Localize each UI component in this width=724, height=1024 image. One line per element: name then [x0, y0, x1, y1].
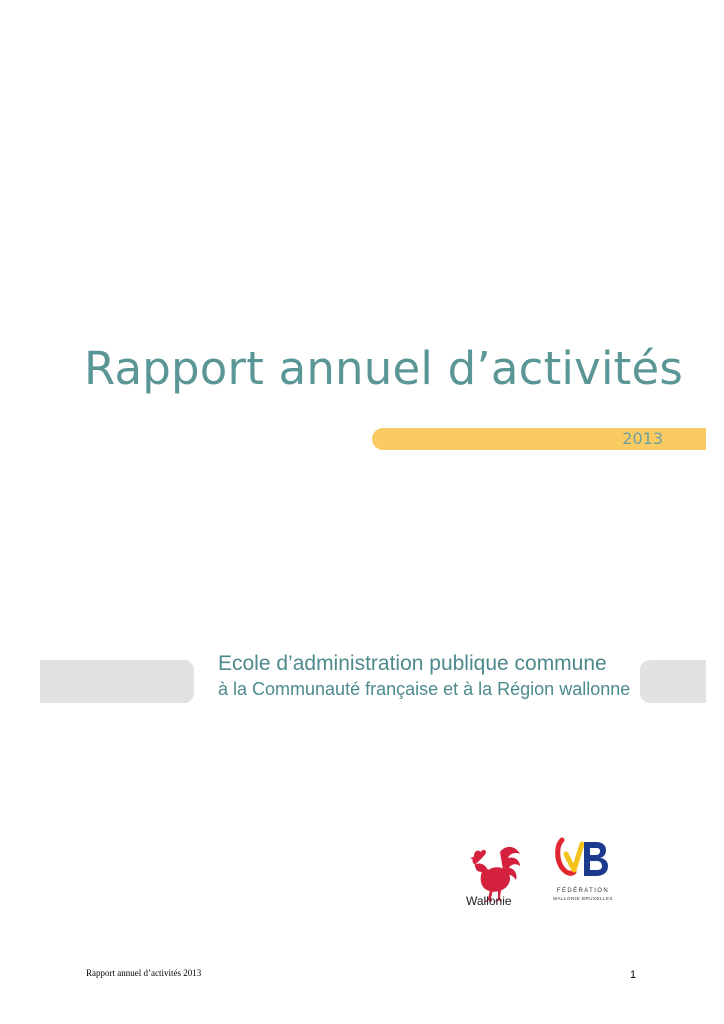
school-name-line2: à la Communauté française et à la Région wallonne — [218, 679, 631, 699]
page-number: 1 — [630, 969, 637, 981]
year-band — [372, 428, 706, 450]
year-label: 2013 — [622, 429, 663, 448]
fwb-logo-line2: WALLONIE-BRUXELLES — [552, 896, 614, 901]
document-title: Rapport annuel d’activités — [84, 342, 684, 395]
banner-left-bar — [40, 660, 188, 703]
school-name-line1: Ecole d’administration publique commune — [218, 652, 607, 675]
fwb-logo-line1: FÉDÉRATION — [556, 888, 610, 894]
footer-text: Rapport annuel d’activités 2013 — [86, 968, 202, 978]
federation-wallonie-bruxelles-logo — [552, 836, 612, 882]
banner-right-bar — [640, 660, 706, 703]
wallonie-logo-label: Wallonie — [466, 894, 512, 908]
